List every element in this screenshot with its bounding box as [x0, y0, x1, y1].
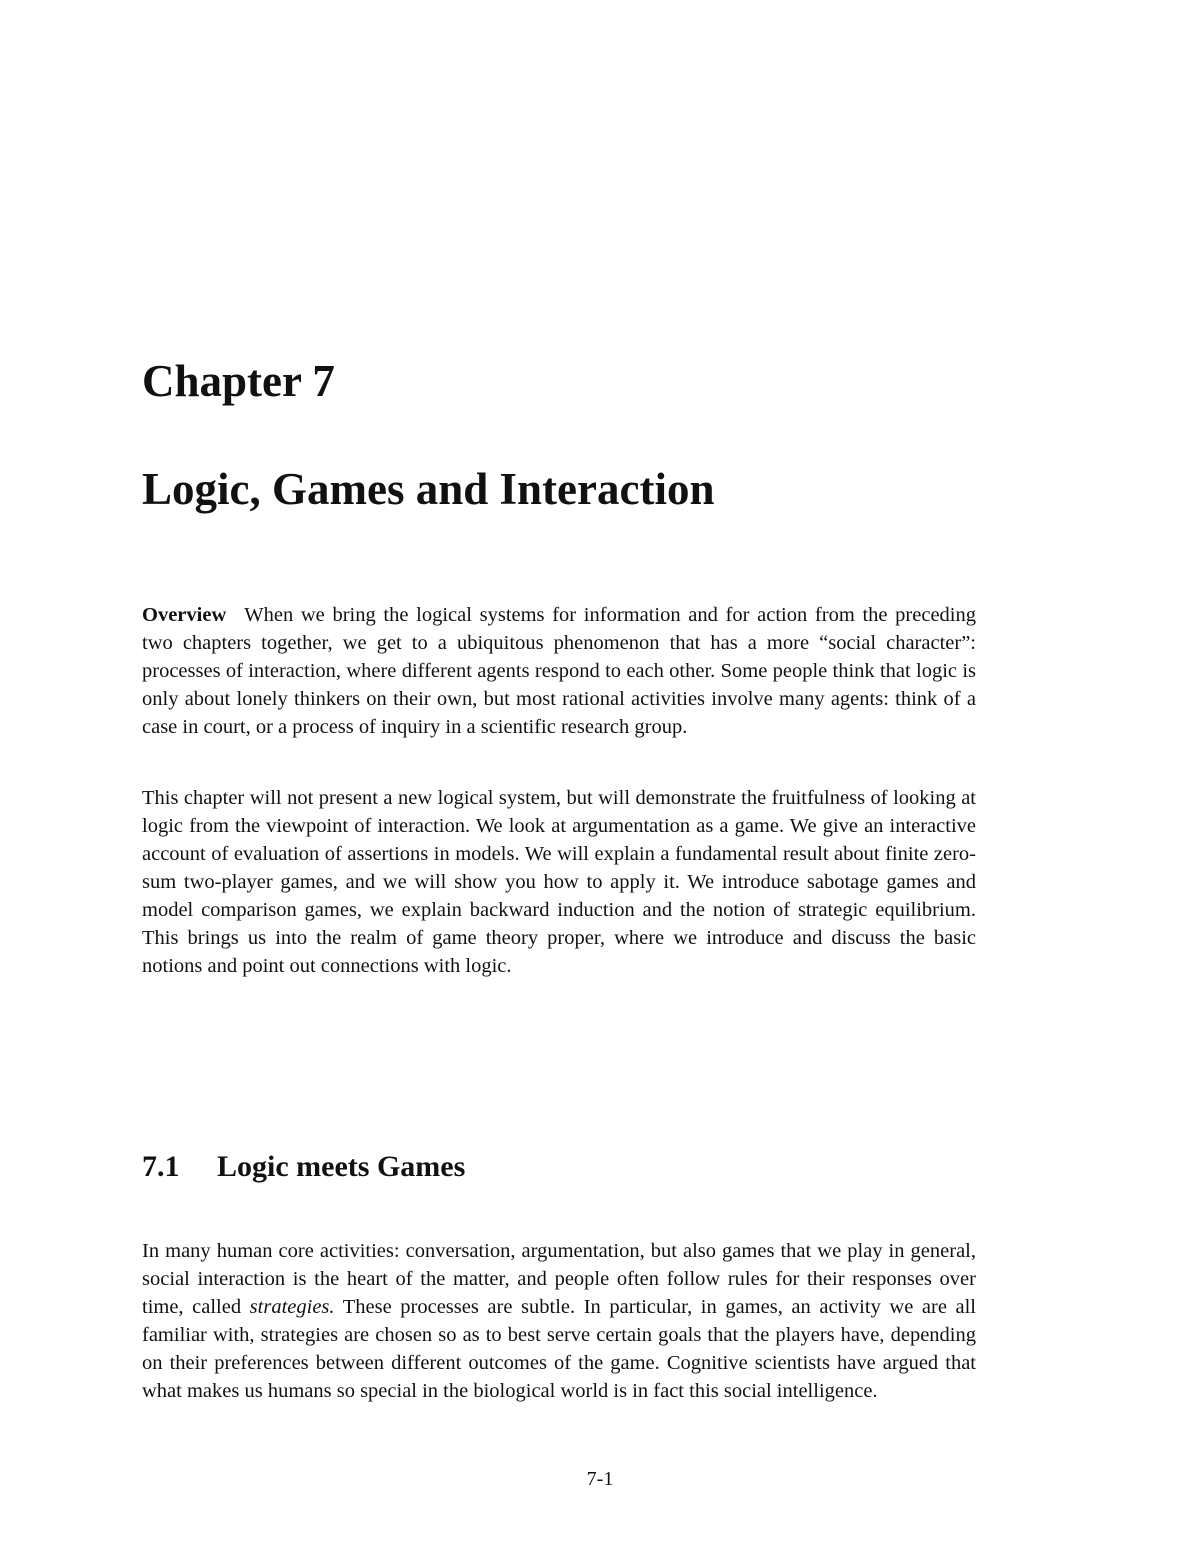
chapter-intro-paragraph [142, 784, 976, 980]
chapter-intro-text: This chapter will not present a new logical system, but will demonstrate the fruitfulness of looking at logic from the viewpoint of interaction. We look at argumentation as a game. We give an interactive account of evaluation of assertions in models. We will explain a fundamental result about finite zero-sum two-player games, and we will show you how to apply it. We introduce sabotage games and model comparison games, we explain backward induction and the notion of strategic equilibrium. This brings us into the realm of game theory proper, where we introduce and discuss the basic notions and point out connections with logic. [142, 787, 976, 977]
overview-label: Overview [142, 604, 227, 626]
overview-text: When we bring the logical systems for information and for action from the preceding two chapters together, we get to a ubiquitous phenomenon that has a more “social character”: processes of interaction, where different agents respond to each other. Some people think that logic is only about lonely thinkers on their own, but most rational activities involve many agents: think of a case in court, or a process of inquiry in a scientific research group. [142, 604, 976, 738]
section-number: 7.1 [142, 1150, 180, 1183]
section-text-before: In many human core activities: conversation, argumentation, but also games that we play in general, social interaction is the heart of the matter, and people often follow rules for their responses over time, called [142, 1240, 976, 1318]
section-emphasis: strategies. [249, 1296, 335, 1318]
chapter-label: Chapter 7 [142, 356, 335, 406]
section-heading [142, 1148, 465, 1186]
section-title: Logic meets Games [217, 1150, 466, 1183]
section-text-after: These processes are subtle. In particular, in games, an activity we are all familiar with, strategies are chosen so as to best serve certain goals that the players have, depending on their preferences between different outcomes of the game. Cognitive scientists have argued that what makes us humans so special in the biological world is in fact this social intelligence. [142, 1296, 976, 1402]
page-number: 7-1 [586, 1468, 614, 1490]
section-paragraph [142, 1237, 976, 1405]
chapter-title: Logic, Games and Interaction [142, 464, 715, 514]
overview-paragraph [142, 601, 976, 741]
